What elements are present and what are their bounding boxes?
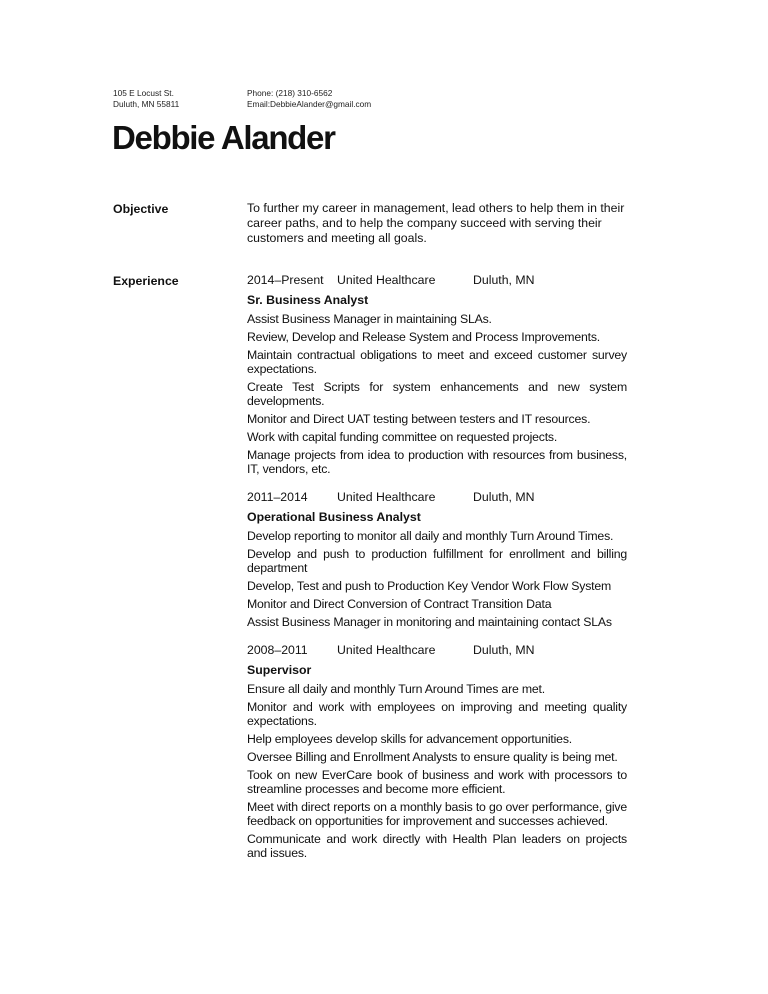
job-duties [247,529,627,629]
duty-item: Develop reporting to monitor all daily and monthly Turn Around Times. [247,529,614,543]
duty-item: Assist Business Manager in maintaining SLAs. [247,312,492,326]
job-entry [247,272,627,476]
job-dates: 2011–2014 [247,490,308,504]
duty-item: Review, Develop and Release System and Process Improvements. [247,330,600,344]
address-line-1: 105 E Locust St. [113,88,174,98]
duty-item: Manage projects from idea to production with resources from business, IT, vendors, etc. [247,448,627,476]
job-location: Duluth, MN [473,490,535,504]
job-location: Duluth, MN [473,643,535,657]
experience-list [247,272,627,873]
duty-item: Develop, Test and push to Production Key Vendor Work Flow System [247,579,612,593]
job-header [247,642,627,659]
experience-label: Experience [113,274,179,288]
duty-item: Oversee Billing and Enrollment Analysts to ensure quality is being met. [247,750,618,764]
job-header [247,272,627,289]
job-company: United Healthcare [337,643,436,657]
duty-item: Ensure all daily and monthly Turn Around Times are met. [247,682,545,696]
address-line-2: Duluth, MN 55811 [113,99,180,109]
job-location: Duluth, MN [473,273,535,287]
job-company: United Healthcare [337,490,436,504]
objective-text: To further my career in management, lead others to help them in their career paths, and to help the company succeed with serving their customers and meeting all goals. [247,201,625,245]
duty-item: Create Test Scripts for system enhancements and new system developments. [247,380,627,408]
duty-item: Develop and push to production fulfillment for enrollment and billing department [247,547,627,575]
objective-label: Objective [113,202,169,216]
job-company: United Healthcare [337,273,436,287]
duty-item: Monitor and work with employees on improving and meeting quality expectations. [247,700,627,728]
duty-item: Monitor and Direct Conversion of Contract Transition Data [247,597,552,611]
email-text: Email:DebbieAlander@gmail.com [247,99,372,109]
duty-item: Took on new EverCare book of business and work with processors to streamline processes and become more efficient. [247,768,627,796]
duty-item: Communicate and work directly with Health Plan leaders on projects and issues. [247,832,627,860]
contact-block [247,88,371,110]
job-entry [247,642,627,860]
duty-item: Help employees develop skills for advancement opportunities. [247,732,572,746]
job-dates: 2008–2011 [247,643,308,657]
job-title: Operational Business Analyst [247,510,421,524]
job-entry [247,489,627,629]
duty-item: Assist Business Manager in monitoring and maintaining contact SLAs [247,615,612,629]
duty-item: Meet with direct reports on a monthly basis to go over performance, give feedback on opportunities for improvement and successes achieved. [247,800,627,828]
applicant-name: Debbie Alander [112,119,335,156]
job-dates: 2014–Present [247,273,324,287]
job-duties [247,312,627,476]
job-title: Sr. Business Analyst [247,293,369,307]
duty-item: Maintain contractual obligations to meet and exceed customer survey expectations. [247,348,627,376]
job-header [247,489,627,506]
duty-item: Monitor and Direct UAT testing between testers and IT resources. [247,412,591,426]
job-title: Supervisor [247,663,312,677]
job-duties [247,682,627,860]
duty-item: Work with capital funding committee on requested projects. [247,430,558,444]
phone-text: Phone: (218) 310-6562 [247,88,333,98]
address-block [113,88,179,110]
